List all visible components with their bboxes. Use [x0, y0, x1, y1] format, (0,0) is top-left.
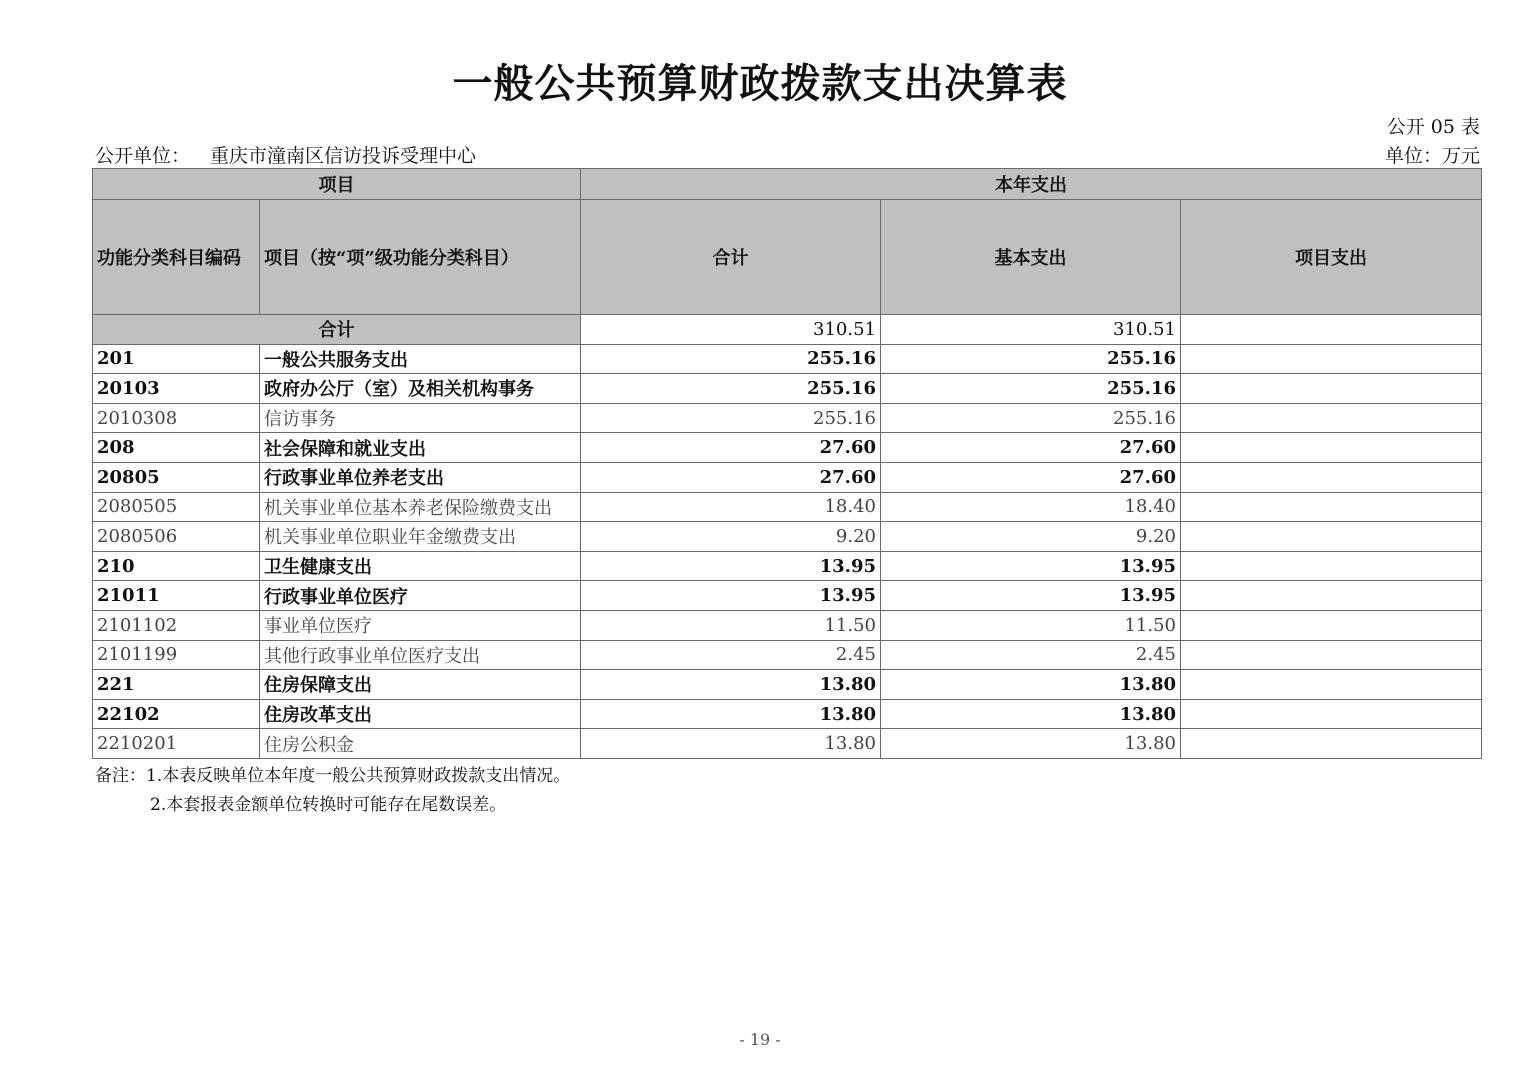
reporting-unit: [95, 141, 476, 168]
row-name: 机关事业单位基本养老保险缴费支出: [260, 492, 581, 522]
table-row: [93, 581, 1482, 611]
table-row: [93, 492, 1482, 522]
notes: [95, 762, 570, 820]
header-total: 合计: [581, 200, 881, 315]
row-basic: 2.45: [881, 640, 1181, 670]
row-project: [1181, 462, 1482, 492]
row-name: 其他行政事业单位医疗支出: [260, 640, 581, 670]
row-basic: 27.60: [881, 433, 1181, 463]
row-basic: 13.80: [881, 699, 1181, 729]
table-row: [93, 462, 1482, 492]
expenditure-table: [92, 168, 1482, 759]
row-project: [1181, 610, 1482, 640]
row-name: 社会保障和就业支出: [260, 433, 581, 463]
table-row: [93, 433, 1482, 463]
row-name: 住房改革支出: [260, 699, 581, 729]
row-name: 政府办公厅（室）及相关机构事务: [260, 374, 581, 404]
row-code: 2101199: [93, 640, 260, 670]
row-code: 2080506: [93, 522, 260, 552]
row-project: [1181, 403, 1482, 433]
row-code: 2080505: [93, 492, 260, 522]
row-code: 208: [93, 433, 260, 463]
row-name: 住房保障支出: [260, 670, 581, 700]
row-basic: 255.16: [881, 344, 1181, 374]
reporting-unit-org: 重庆市潼南区信访投诉受理中心: [210, 145, 477, 167]
row-project: [1181, 551, 1482, 581]
row-name: 住房公积金: [260, 729, 581, 759]
row-project: [1181, 522, 1482, 552]
header-basic: 基本支出: [881, 200, 1181, 315]
row-project: [1181, 640, 1482, 670]
header-project-expense: 项目支出: [1181, 200, 1482, 315]
row-name: 行政事业单位医疗: [260, 581, 581, 611]
page-title: 一般公共预算财政拨款支出决算表: [452, 60, 1068, 107]
total-amount: 310.51: [581, 315, 881, 345]
row-project: [1181, 433, 1482, 463]
row-total: 27.60: [581, 462, 881, 492]
row-total: 2.45: [581, 640, 881, 670]
row-code: 2101102: [93, 610, 260, 640]
table-subheader-row: [93, 200, 1482, 315]
row-name: 信访事务: [260, 403, 581, 433]
row-total: 18.40: [581, 492, 881, 522]
total-row: [93, 315, 1482, 345]
row-name: 行政事业单位养老支出: [260, 462, 581, 492]
row-project: [1181, 374, 1482, 404]
row-name: 卫生健康支出: [260, 551, 581, 581]
row-project: [1181, 670, 1482, 700]
row-basic: 255.16: [881, 374, 1181, 404]
table-row: [93, 403, 1482, 433]
reporting-unit-label: 公开单位：: [95, 145, 191, 167]
row-code: 22102: [93, 699, 260, 729]
row-total: 255.16: [581, 344, 881, 374]
row-total: 13.95: [581, 551, 881, 581]
table-row: [93, 344, 1482, 374]
row-basic: 13.80: [881, 729, 1181, 759]
total-project: [1181, 315, 1482, 345]
row-name: 事业单位医疗: [260, 610, 581, 640]
page-number: - 19 -: [739, 1030, 781, 1049]
row-total: 255.16: [581, 374, 881, 404]
table-row: [93, 551, 1482, 581]
header-year-expense: 本年支出: [581, 169, 1482, 200]
table-row: [93, 729, 1482, 759]
currency-unit: 单位：万元: [1384, 145, 1480, 167]
row-code: 221: [93, 670, 260, 700]
row-total: 27.60: [581, 433, 881, 463]
row-basic: 13.80: [881, 670, 1181, 700]
row-code: 20103: [93, 374, 260, 404]
row-basic: 11.50: [881, 610, 1181, 640]
row-total: 255.16: [581, 403, 881, 433]
row-total: 13.80: [581, 729, 881, 759]
form-number: 公开 05 表: [1386, 116, 1480, 138]
table-header-row: [93, 169, 1482, 200]
table-row: [93, 640, 1482, 670]
row-total: 11.50: [581, 610, 881, 640]
row-project: [1181, 699, 1482, 729]
row-code: 201: [93, 344, 260, 374]
row-code: 20805: [93, 462, 260, 492]
row-name: 一般公共服务支出: [260, 344, 581, 374]
row-code: 2010308: [93, 403, 260, 433]
header-project: 项目: [93, 169, 581, 200]
row-project: [1181, 729, 1482, 759]
row-code: 210: [93, 551, 260, 581]
row-basic: 13.95: [881, 581, 1181, 611]
row-basic: 27.60: [881, 462, 1181, 492]
row-code: 21011: [93, 581, 260, 611]
row-code: 2210201: [93, 729, 260, 759]
note-line-1: 备注：1.本表反映单位本年度一般公共预算财政拨款支出情况。: [95, 766, 571, 786]
header-item: 项目（按“项”级功能分类科目）: [260, 200, 581, 315]
table-row: [93, 699, 1482, 729]
row-total: 9.20: [581, 522, 881, 552]
total-label: 合计: [93, 315, 581, 345]
row-project: [1181, 344, 1482, 374]
table-row: [93, 522, 1482, 552]
row-basic: 255.16: [881, 403, 1181, 433]
table-row: [93, 610, 1482, 640]
table-row: [93, 374, 1482, 404]
row-basic: 9.20: [881, 522, 1181, 552]
table-row: [93, 670, 1482, 700]
row-project: [1181, 581, 1482, 611]
note-line-2: 2.本套报表金额单位转换时可能存在尾数误差。: [150, 795, 507, 815]
row-basic: 18.40: [881, 492, 1181, 522]
row-project: [1181, 492, 1482, 522]
row-total: 13.80: [581, 699, 881, 729]
row-basic: 13.95: [881, 551, 1181, 581]
row-total: 13.95: [581, 581, 881, 611]
total-basic: 310.51: [881, 315, 1181, 345]
header-code: 功能分类科目编码: [93, 200, 260, 315]
row-name: 机关事业单位职业年金缴费支出: [260, 522, 581, 552]
row-total: 13.80: [581, 670, 881, 700]
